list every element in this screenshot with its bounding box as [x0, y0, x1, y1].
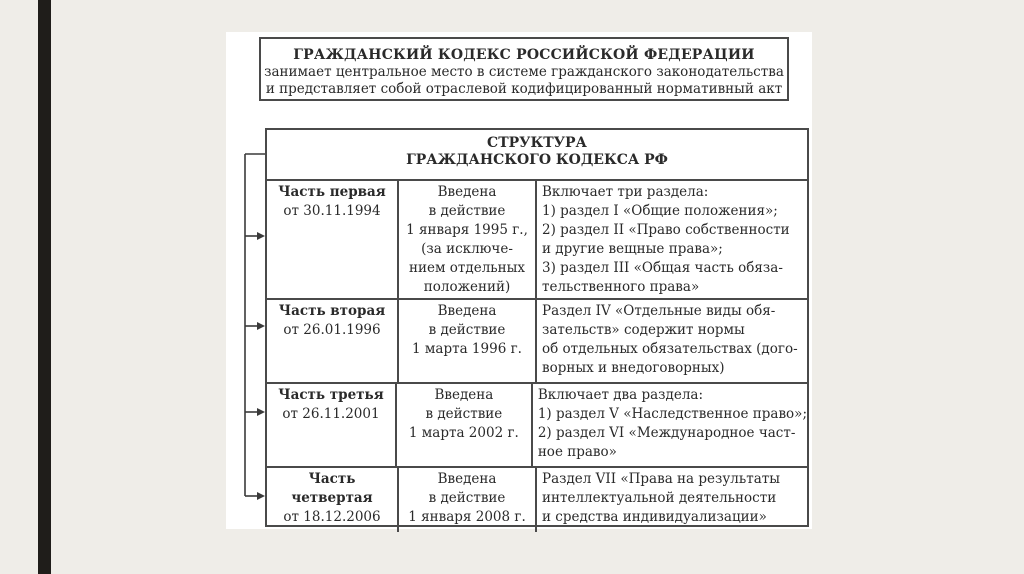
effect-cell [399, 468, 537, 532]
table-row-part-4 [267, 468, 807, 532]
content-line: 1) раздел I «Общие положения»; [542, 203, 778, 219]
part-cell [267, 384, 397, 466]
content-line: 2) раздел VI «Международное част- [537, 425, 796, 441]
content-line: 1) раздел V «Наследственное право»; [537, 406, 807, 422]
header-line-1: занимает центральное место в системе гражданского законодательства [264, 64, 784, 80]
content-line: ное право» [537, 444, 617, 460]
content-line: 3) раздел III «Общая часть обяза- [542, 260, 783, 276]
part-cell [267, 300, 399, 382]
structure-table [265, 128, 809, 527]
part-name: Часть [308, 471, 356, 487]
table-row-part-1 [267, 181, 807, 300]
content-line: интеллектуальной деятельности [542, 490, 777, 506]
effect-line: в действие [425, 406, 503, 422]
effect-line: положений) [423, 279, 511, 295]
arrow-head-icon [257, 322, 265, 330]
effect-cell [399, 300, 537, 382]
part-name: Часть вторая [278, 303, 386, 319]
content-line: 2) раздел II «Право собственности [542, 222, 790, 238]
part-name: Часть первая [278, 184, 386, 200]
part-name: четвертая [291, 490, 373, 506]
effect-line: 1 января 2008 г. [408, 509, 526, 525]
effect-line: Введена [437, 471, 497, 487]
content-line: и средства индивидуализации» [542, 509, 767, 525]
content-line: Включает два раздела: [537, 387, 704, 403]
part-cell [267, 468, 399, 532]
effect-line: Введена [437, 303, 497, 319]
content-line: зательств» содержит нормы [542, 322, 745, 338]
arrow-head-icon [257, 408, 265, 416]
effect-line: в действие [428, 322, 506, 338]
effect-line: 1 марта 2002 г. [408, 425, 519, 441]
effect-line: в действие [428, 490, 506, 506]
part-date: от 18.12.2006 [283, 509, 381, 525]
content-line: Включает три раздела: [542, 184, 709, 200]
content-cell [537, 181, 807, 298]
table-header [267, 135, 807, 181]
table-row-part-3 [267, 384, 807, 468]
part-cell [267, 181, 399, 298]
effect-cell [399, 181, 537, 298]
effect-line: Введена [437, 184, 497, 200]
table-title-line-1: СТРУКТУРА [487, 135, 587, 151]
part-name: Часть третья [278, 387, 384, 403]
table-row-part-2 [267, 300, 807, 384]
part-date: от 30.11.1994 [283, 203, 381, 219]
content-line: об отдельных обязательствах (дого- [542, 341, 798, 357]
effect-line: нием отдельных [409, 260, 525, 276]
part-date: от 26.11.2001 [282, 406, 380, 422]
effect-line: в действие [428, 203, 506, 219]
content-line: и другие вещные права»; [542, 241, 723, 257]
header-title: ГРАЖДАНСКИЙ КОДЕКС РОССИЙСКОЙ ФЕДЕРАЦИИ [293, 47, 755, 63]
content-line: тельственного права» [542, 279, 700, 295]
content-line: Раздел VII «Права на результаты [542, 471, 780, 487]
arrow-head-icon [257, 492, 265, 500]
effect-line: 1 марта 1996 г. [412, 341, 522, 357]
content-cell [537, 468, 807, 532]
arrow-head-icon [257, 232, 265, 240]
content-line: Раздел IV «Отдельные виды обя- [542, 303, 776, 319]
effect-line: Введена [434, 387, 494, 403]
part-date: от 26.01.1996 [283, 322, 381, 338]
table-title-line-2: ГРАЖДАНСКОГО КОДЕКСА РФ [406, 152, 668, 168]
content-cell [537, 300, 807, 382]
content-cell [533, 384, 807, 466]
content-line: ворных и внедоговорных) [542, 360, 725, 376]
effect-line: 1 января 1995 г., [406, 222, 528, 238]
header-line-2: и представляет собой отраслевой кодифицированный нормативный акт [265, 81, 783, 97]
effect-cell [397, 384, 533, 466]
effect-line: (за исключе- [421, 241, 513, 257]
